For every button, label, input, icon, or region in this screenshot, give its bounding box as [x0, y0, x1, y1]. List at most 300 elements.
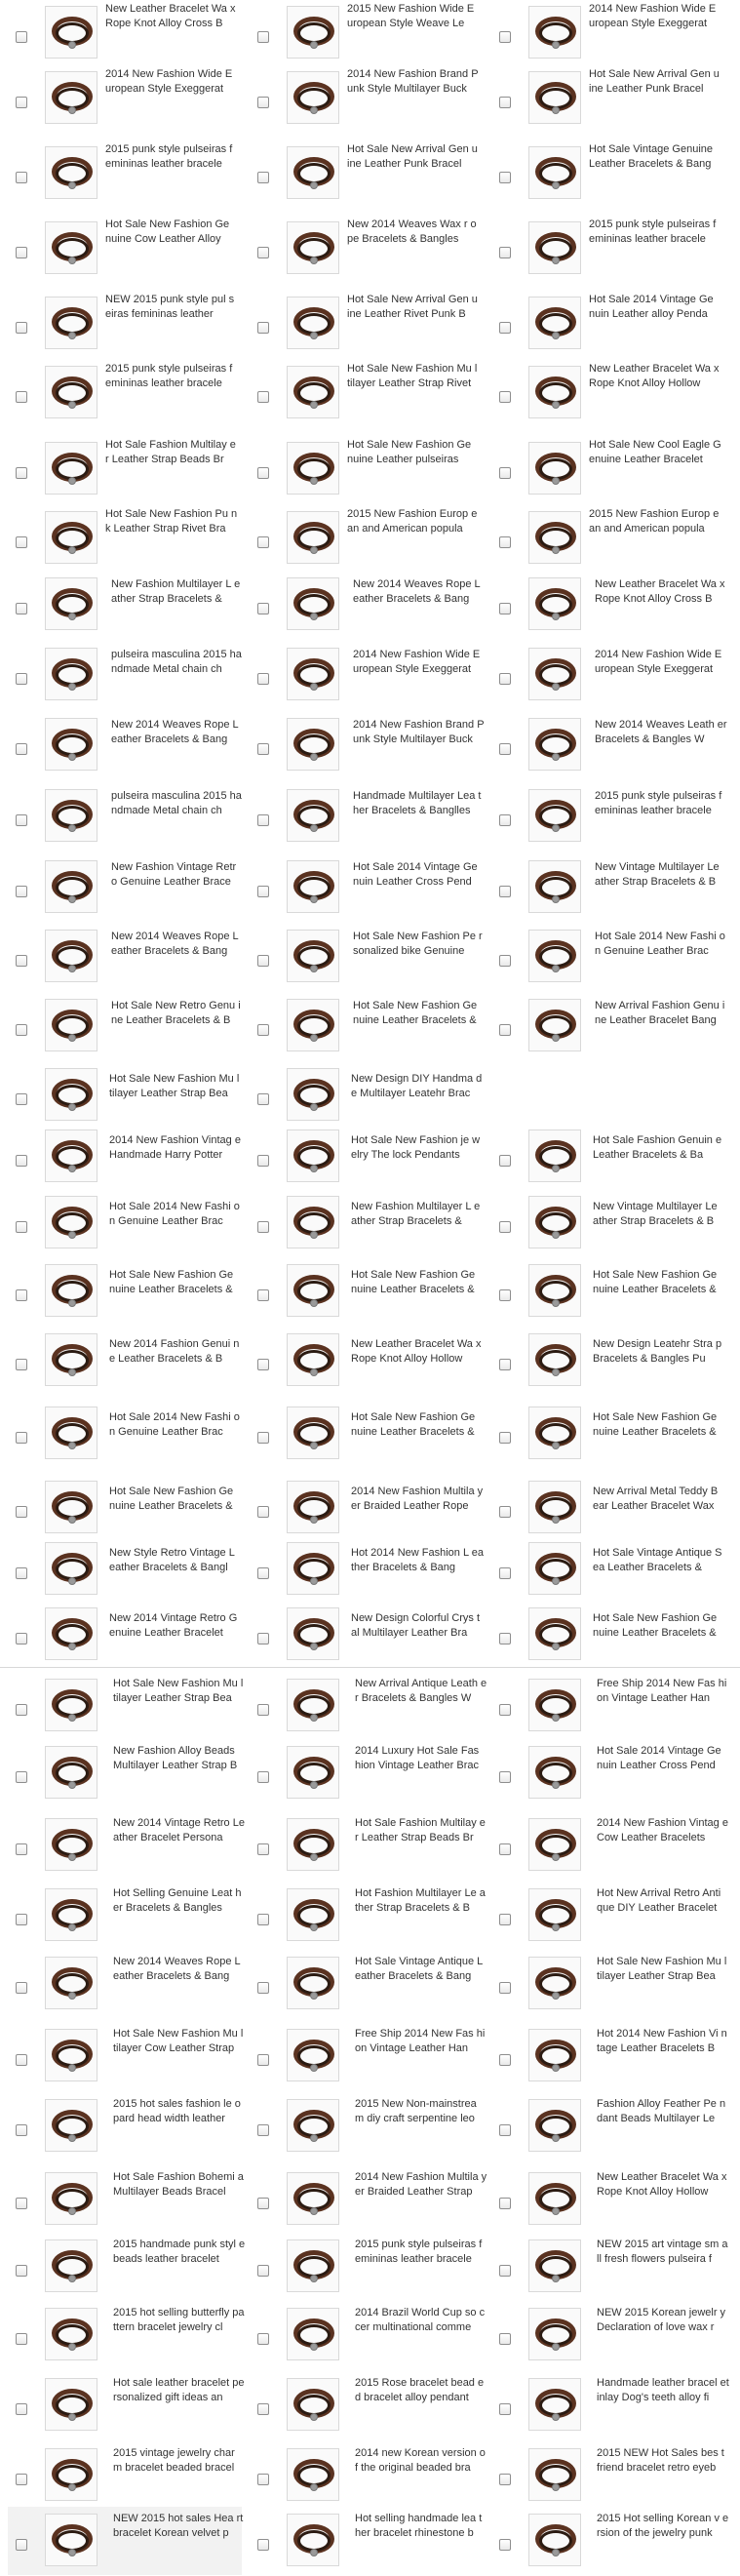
product-item[interactable]	[8, 2302, 245, 2372]
bracelet-thumbnail-icon[interactable]	[287, 1888, 339, 1941]
select-checkbox[interactable]	[499, 1155, 511, 1167]
product-item[interactable]	[491, 1740, 725, 1812]
product-item[interactable]	[491, 65, 725, 140]
product-title[interactable]: New Vintage Multilayer Le ather Strap Bracelets & B	[593, 1201, 718, 1227]
product-title[interactable]: Hot Sale New Retro Genu ine Leather Bracelets & B	[111, 1000, 241, 1026]
product-item[interactable]	[491, 854, 725, 924]
product-title[interactable]: 2015 NEW Hot Sales bes t friend bracelet retro eyeb	[597, 2447, 724, 2474]
product-title[interactable]: Hot Sale Vintage Antique Leather Bracelets & Bang	[355, 1956, 484, 1982]
product-title[interactable]: Hot Sale New Fashion Pe rsonalized bike Genuine	[353, 931, 483, 957]
product-title[interactable]: New Vintage Multilayer Le ather Strap Bracelets & B	[595, 861, 720, 888]
product-item[interactable]	[250, 2093, 484, 2166]
select-checkbox[interactable]	[257, 886, 269, 897]
product-title[interactable]: 2015 punk style pulseiras femininas leather bracele	[105, 143, 233, 170]
select-checkbox[interactable]	[499, 2333, 511, 2345]
product-title[interactable]: Hot Sale 2014 Vintage Ge nuin Leather Cross Pend	[597, 1745, 721, 1771]
bracelet-thumbnail-icon[interactable]	[287, 1679, 339, 1731]
product-title[interactable]: pulseira masculina 2015 handmade Metal chain ch	[111, 790, 242, 816]
select-checkbox[interactable]	[257, 2124, 269, 2136]
select-checkbox[interactable]	[499, 955, 511, 967]
bracelet-thumbnail-icon[interactable]	[45, 511, 97, 564]
product-item[interactable]	[8, 783, 242, 854]
bracelet-thumbnail-icon[interactable]	[287, 1818, 339, 1871]
select-checkbox[interactable]	[257, 955, 269, 967]
bracelet-thumbnail-icon[interactable]	[528, 2514, 581, 2566]
bracelet-thumbnail-icon[interactable]	[287, 860, 339, 913]
product-item[interactable]	[8, 2093, 242, 2166]
product-title[interactable]: Hot Sale Fashion Genuin e Leather Bracelets & Ba	[593, 1134, 722, 1161]
bracelet-thumbnail-icon[interactable]	[528, 6, 581, 59]
bracelet-thumbnail-icon[interactable]	[287, 648, 339, 700]
product-item[interactable]	[250, 360, 484, 436]
product-title[interactable]: Hot Sale New Fashion Ge nuine Leather Bracelets &	[351, 1411, 476, 1438]
product-item[interactable]	[250, 2023, 484, 2093]
product-item[interactable]	[491, 1951, 725, 2023]
select-checkbox[interactable]	[499, 2474, 511, 2485]
select-checkbox[interactable]	[257, 743, 269, 755]
product-item[interactable]	[8, 291, 242, 360]
product-item[interactable]	[8, 1328, 242, 1401]
bracelet-thumbnail-icon[interactable]	[528, 71, 581, 124]
select-checkbox[interactable]	[257, 1567, 269, 1579]
bracelet-thumbnail-icon[interactable]	[45, 648, 97, 700]
select-checkbox[interactable]	[257, 1771, 269, 1783]
bracelet-thumbnail-icon[interactable]	[45, 1481, 97, 1533]
product-item[interactable]	[8, 65, 242, 140]
product-title[interactable]: pulseira masculina 2015 handmade Metal chain ch	[111, 649, 242, 675]
product-title[interactable]: 2014 new Korean version of the original beaded bra	[355, 2447, 486, 2474]
product-item[interactable]	[491, 2093, 725, 2166]
bracelet-thumbnail-icon[interactable]	[287, 1607, 339, 1660]
bracelet-thumbnail-icon[interactable]	[45, 1679, 97, 1731]
select-checkbox[interactable]	[16, 2054, 27, 2066]
bracelet-thumbnail-icon[interactable]	[45, 366, 97, 418]
select-checkbox[interactable]	[257, 1155, 269, 1167]
product-title[interactable]: 2015 punk style pulseiras femininas leather bracele	[589, 218, 717, 245]
product-title[interactable]: Free Ship 2014 New Fas hion Vintage Leather Han	[597, 1678, 727, 1704]
bracelet-thumbnail-icon[interactable]	[528, 1264, 581, 1317]
bracelet-thumbnail-icon[interactable]	[45, 930, 97, 982]
product-title[interactable]: New 2014 Weaves Rope Leather Bracelets & Bang	[113, 1956, 241, 1982]
product-title[interactable]: 2015 handmade punk styl e beads leather bracelet	[113, 2239, 246, 2265]
select-checkbox[interactable]	[499, 1567, 511, 1579]
select-checkbox[interactable]	[16, 2198, 27, 2209]
product-item[interactable]	[250, 1740, 484, 1812]
bracelet-thumbnail-icon[interactable]	[287, 999, 339, 1051]
bracelet-thumbnail-icon[interactable]	[287, 1481, 339, 1533]
bracelet-thumbnail-icon[interactable]	[287, 2172, 339, 2225]
select-checkbox[interactable]	[16, 172, 27, 183]
bracelet-thumbnail-icon[interactable]	[287, 442, 339, 495]
bracelet-thumbnail-icon[interactable]	[45, 1746, 97, 1799]
bracelet-thumbnail-icon[interactable]	[45, 577, 97, 630]
product-item[interactable]	[250, 2372, 484, 2442]
product-item[interactable]	[250, 65, 484, 140]
select-checkbox[interactable]	[257, 2333, 269, 2345]
product-title[interactable]: 2014 New Fashion Vintag e Cow Leather Bracelets	[597, 1817, 728, 1843]
bracelet-thumbnail-icon[interactable]	[45, 718, 97, 771]
product-item[interactable]	[250, 1124, 484, 1190]
select-checkbox[interactable]	[499, 172, 511, 183]
select-checkbox[interactable]	[16, 1506, 27, 1518]
product-title[interactable]: NEW 2015 punk style pul seiras femininas leather	[105, 294, 235, 320]
bracelet-thumbnail-icon[interactable]	[287, 2029, 339, 2081]
product-title[interactable]: Hot Sale 2014 New Fashi on Genuine Leather Brac	[595, 931, 725, 957]
product-title[interactable]: Hot 2014 New Fashion L eather Bracelets & Bang	[351, 1547, 484, 1573]
product-title[interactable]: 2015 New Fashion Europ ean and American popula	[347, 508, 478, 535]
select-checkbox[interactable]	[257, 1289, 269, 1301]
select-checkbox[interactable]	[257, 1704, 269, 1716]
select-checkbox[interactable]	[499, 814, 511, 826]
product-title[interactable]: NEW 2015 hot sales Hea rt bracelet Korean velvet p	[113, 2513, 244, 2539]
select-checkbox[interactable]	[257, 2198, 269, 2209]
product-item[interactable]	[491, 993, 725, 1062]
bracelet-thumbnail-icon[interactable]	[287, 577, 339, 630]
product-title[interactable]: Free Ship 2014 New Fas hion Vintage Leather Han	[355, 2028, 486, 2054]
product-item[interactable]	[250, 642, 484, 712]
select-checkbox[interactable]	[499, 1982, 511, 1994]
product-title[interactable]: 2014 New Fashion Wide European Style Exeggerat	[589, 3, 717, 29]
bracelet-thumbnail-icon[interactable]	[528, 1542, 581, 1595]
select-checkbox[interactable]	[16, 391, 27, 403]
select-checkbox[interactable]	[257, 1843, 269, 1855]
bracelet-thumbnail-icon[interactable]	[287, 2448, 339, 2501]
bracelet-thumbnail-icon[interactable]	[528, 2099, 581, 2152]
bracelet-thumbnail-icon[interactable]	[528, 1407, 581, 1459]
product-title[interactable]: Hot Sale New Fashion Ge nuine Leather Bracelets &	[351, 1269, 476, 1295]
product-title[interactable]: New 2014 Vintage Retro Genuine Leather Bracelet	[109, 1612, 238, 1639]
product-item[interactable]	[250, 436, 484, 505]
select-checkbox[interactable]	[257, 2539, 269, 2551]
product-title[interactable]: Hot Sale New Fashion Ge nuine Leather Bracelets &	[593, 1269, 718, 1295]
select-checkbox[interactable]	[16, 2265, 27, 2277]
product-item[interactable]	[8, 2508, 242, 2576]
product-title[interactable]: New Arrival Fashion Genu ine Leather Bracelet Bang	[595, 1000, 725, 1026]
bracelet-thumbnail-icon[interactable]	[45, 146, 97, 199]
product-item[interactable]	[250, 1536, 484, 1602]
select-checkbox[interactable]	[16, 97, 27, 108]
select-checkbox[interactable]	[16, 1704, 27, 1716]
product-item[interactable]	[8, 1258, 242, 1328]
product-item[interactable]	[491, 0, 725, 65]
bracelet-thumbnail-icon[interactable]	[528, 1888, 581, 1941]
bracelet-thumbnail-icon[interactable]	[45, 1407, 97, 1459]
select-checkbox[interactable]	[257, 814, 269, 826]
bracelet-thumbnail-icon[interactable]	[45, 2514, 97, 2566]
product-item[interactable]	[491, 2442, 725, 2508]
bracelet-thumbnail-icon[interactable]	[287, 1957, 339, 2009]
product-title[interactable]: 2014 Brazil World Cup so ccer multinational comme	[355, 2307, 486, 2333]
product-item[interactable]	[250, 1673, 487, 1740]
product-item[interactable]	[491, 712, 725, 783]
product-title[interactable]: Hot Sale New Fashion Pu nk Leather Strap Rivet Bra	[105, 508, 238, 535]
product-title[interactable]: Handmade Multilayer Lea ther Bracelets & Banglles	[353, 790, 482, 816]
product-item[interactable]	[491, 2166, 725, 2234]
bracelet-thumbnail-icon[interactable]	[45, 297, 97, 349]
product-title[interactable]: Hot Selling Genuine Leat her Bracelets & Bangles	[113, 1887, 242, 1914]
select-checkbox[interactable]	[499, 673, 511, 685]
product-title[interactable]: New Fashion Vintage Retr o Genuine Leather Brace	[111, 861, 237, 888]
select-checkbox[interactable]	[16, 886, 27, 897]
product-title[interactable]: New 2014 Fashion Genui ne Leather Bracelets & B	[109, 1338, 240, 1365]
product-title[interactable]: Hot Sale 2014 Vintage Ge nuin Leather alloy Penda	[589, 294, 714, 320]
bracelet-thumbnail-icon[interactable]	[287, 1333, 339, 1386]
product-title[interactable]: 2014 New Fashion Wide European Style Exeggerat	[595, 649, 722, 675]
bracelet-thumbnail-icon[interactable]	[45, 2239, 97, 2292]
select-checkbox[interactable]	[16, 1633, 27, 1645]
bracelet-thumbnail-icon[interactable]	[528, 1957, 581, 2009]
product-item[interactable]	[8, 572, 242, 642]
select-checkbox[interactable]	[499, 743, 511, 755]
bracelet-thumbnail-icon[interactable]	[45, 6, 97, 59]
product-title[interactable]: New Leather Bracelet Wa x Rope Knot Alloy Hollow	[351, 1338, 482, 1365]
product-item[interactable]	[8, 2023, 242, 2093]
product-item[interactable]	[250, 993, 484, 1062]
product-item[interactable]	[250, 572, 484, 642]
product-title[interactable]: 2014 New Fashion Wide European Style Exeggerat	[353, 649, 481, 675]
bracelet-thumbnail-icon[interactable]	[45, 1888, 97, 1941]
select-checkbox[interactable]	[16, 536, 27, 548]
product-item[interactable]	[250, 2166, 487, 2234]
product-title[interactable]: Hot Sale New Fashion Ge nuine Leather pulseiras	[347, 439, 472, 465]
select-checkbox[interactable]	[16, 247, 27, 258]
select-checkbox[interactable]	[499, 1432, 511, 1444]
select-checkbox[interactable]	[16, 1843, 27, 1855]
bracelet-thumbnail-icon[interactable]	[45, 2448, 97, 2501]
select-checkbox[interactable]	[16, 1567, 27, 1579]
bracelet-thumbnail-icon[interactable]	[45, 1333, 97, 1386]
product-title[interactable]: New Style Retro Vintage L eather Bracelets & Bangl	[109, 1547, 235, 1573]
bracelet-thumbnail-icon[interactable]	[45, 999, 97, 1051]
bracelet-thumbnail-icon[interactable]	[45, 1607, 97, 1660]
bracelet-thumbnail-icon[interactable]	[45, 2029, 97, 2081]
select-checkbox[interactable]	[16, 1155, 27, 1167]
bracelet-thumbnail-icon[interactable]	[287, 1068, 339, 1121]
product-title[interactable]: New Leather Bracelet Wa x Rope Knot Alloy Hollow	[589, 363, 720, 389]
bracelet-thumbnail-icon[interactable]	[45, 2172, 97, 2225]
product-item[interactable]	[8, 1401, 242, 1475]
select-checkbox[interactable]	[257, 2403, 269, 2415]
product-title[interactable]: Hot Sale Vintage Antique Sea Leather Bracelets &	[593, 1547, 722, 1573]
product-item[interactable]	[8, 2442, 242, 2508]
product-title[interactable]: Hot Sale New Fashion Ge nuine Leather Bracelets &	[593, 1411, 718, 1438]
select-checkbox[interactable]	[499, 97, 511, 108]
product-title[interactable]: New Design Colorful Crys tal Multilayer Leather Bra	[351, 1612, 481, 1639]
product-title[interactable]: New Arrival Antique Leath er Bracelets & Bangles W	[355, 1678, 487, 1704]
product-item[interactable]	[8, 436, 242, 505]
product-title[interactable]: 2015 hot selling butterfly pattern bracelet jewelry cl	[113, 2307, 245, 2333]
product-item[interactable]	[491, 2372, 729, 2442]
product-title[interactable]: Hot 2014 New Fashion Vi ntage Leather Bracelets B	[597, 2028, 727, 2054]
bracelet-thumbnail-icon[interactable]	[287, 789, 339, 842]
bracelet-thumbnail-icon[interactable]	[528, 146, 581, 199]
product-item[interactable]	[491, 924, 725, 993]
product-item[interactable]	[8, 1062, 242, 1124]
bracelet-thumbnail-icon[interactable]	[528, 1818, 581, 1871]
bracelet-thumbnail-icon[interactable]	[287, 1196, 339, 1248]
product-title[interactable]: Hot Sale Fashion Bohemi a Multilayer Beads Bracel	[113, 2171, 244, 2198]
product-title[interactable]: Hot Sale Fashion Multilay er Leather Strap Beads Br	[105, 439, 236, 465]
select-checkbox[interactable]	[16, 673, 27, 685]
product-title[interactable]: Hot Sale 2014 New Fashi on Genuine Leather Brac	[109, 1411, 240, 1438]
select-checkbox[interactable]	[257, 1982, 269, 1994]
product-title[interactable]: Hot Sale New Fashion Ge nuine Leather Bracelets &	[109, 1269, 234, 1295]
product-title[interactable]: Hot Fashion Multilayer Le ather Strap Bracelets & B	[355, 1887, 486, 1914]
select-checkbox[interactable]	[257, 1506, 269, 1518]
product-item[interactable]	[250, 924, 484, 993]
bracelet-thumbnail-icon[interactable]	[45, 2099, 97, 2152]
select-checkbox[interactable]	[499, 322, 511, 334]
product-title[interactable]: Hot Sale New Fashion Ge nuine Leather Bracelets &	[109, 1486, 234, 1512]
product-item[interactable]	[8, 1740, 242, 1812]
product-item[interactable]	[491, 1673, 725, 1740]
bracelet-thumbnail-icon[interactable]	[287, 1542, 339, 1595]
select-checkbox[interactable]	[257, 2054, 269, 2066]
bracelet-thumbnail-icon[interactable]	[528, 297, 581, 349]
bracelet-thumbnail-icon[interactable]	[45, 2308, 97, 2360]
select-checkbox[interactable]	[499, 886, 511, 897]
product-title[interactable]: 2014 New Fashion Vintag e Handmade Harry Potter	[109, 1134, 241, 1161]
product-item[interactable]	[491, 2302, 725, 2372]
product-title[interactable]: New Arrival Metal Teddy B ear Leather Bracelet Wax	[593, 1486, 719, 1512]
bracelet-thumbnail-icon[interactable]	[287, 2378, 339, 2431]
product-item[interactable]	[491, 216, 725, 291]
bracelet-thumbnail-icon[interactable]	[528, 511, 581, 564]
select-checkbox[interactable]	[16, 2403, 27, 2415]
bracelet-thumbnail-icon[interactable]	[528, 1607, 581, 1660]
product-title[interactable]: Hot Sale New Fashion je welry The lock Pendants	[351, 1134, 481, 1161]
product-title[interactable]: New Design Leatehr Stra p Bracelets & Bangles Pu	[593, 1338, 722, 1365]
product-item[interactable]	[250, 140, 484, 216]
product-item[interactable]	[491, 1190, 725, 1258]
product-title[interactable]: 2015 punk style pulseiras femininas leather bracele	[105, 363, 233, 389]
product-item[interactable]	[491, 1124, 725, 1190]
product-item[interactable]	[8, 1673, 242, 1740]
product-item[interactable]	[8, 712, 242, 783]
bracelet-thumbnail-icon[interactable]	[45, 1818, 97, 1871]
bracelet-thumbnail-icon[interactable]	[45, 1068, 97, 1121]
bracelet-thumbnail-icon[interactable]	[528, 2378, 581, 2431]
product-title[interactable]: Hot sale leather bracelet personalized gift ideas an	[113, 2377, 245, 2403]
product-item[interactable]	[250, 1328, 484, 1401]
bracelet-thumbnail-icon[interactable]	[287, 71, 339, 124]
product-title[interactable]: New Leather Bracelet Wa x Rope Knot Alloy Hollow	[597, 2171, 727, 2198]
bracelet-thumbnail-icon[interactable]	[528, 860, 581, 913]
bracelet-thumbnail-icon[interactable]	[45, 1264, 97, 1317]
product-title[interactable]: Hot Sale Fashion Multilay er Leather Strap Beads Br	[355, 1817, 486, 1843]
product-item[interactable]	[491, 1401, 725, 1475]
bracelet-thumbnail-icon[interactable]	[528, 718, 581, 771]
product-item[interactable]	[250, 1475, 484, 1536]
select-checkbox[interactable]	[499, 2124, 511, 2136]
bracelet-thumbnail-icon[interactable]	[287, 511, 339, 564]
select-checkbox[interactable]	[257, 1633, 269, 1645]
select-checkbox[interactable]	[16, 1432, 27, 1444]
product-item[interactable]	[491, 436, 725, 505]
select-checkbox[interactable]	[257, 1024, 269, 1036]
bracelet-thumbnail-icon[interactable]	[287, 718, 339, 771]
bracelet-thumbnail-icon[interactable]	[45, 1196, 97, 1248]
product-title[interactable]: Hot Sale New Fashion Mu ltilayer Leather Strap Bea	[113, 1678, 244, 1704]
product-title[interactable]: 2014 New Fashion Brand Punk Style Multilayer Buck	[347, 68, 479, 95]
product-title[interactable]: 2014 New Fashion Multila yer Braided Leather Rope	[351, 1486, 484, 1512]
product-title[interactable]: 2015 New Fashion Europ ean and American popula	[589, 508, 720, 535]
product-item[interactable]	[491, 1536, 725, 1602]
select-checkbox[interactable]	[499, 2265, 511, 2277]
select-checkbox[interactable]	[499, 1506, 511, 1518]
product-title[interactable]: New Fashion Multilayer L eather Strap Bracelets &	[351, 1201, 481, 1227]
select-checkbox[interactable]	[16, 603, 27, 614]
bracelet-thumbnail-icon[interactable]	[528, 366, 581, 418]
product-title[interactable]: Hot Sale New Fashion Mu ltilayer Leather Strap Bea	[597, 1956, 727, 1982]
product-title[interactable]: Handmade leather bracel et inlay Dog's teeth alloy fi	[597, 2377, 729, 2403]
select-checkbox[interactable]	[16, 1982, 27, 1994]
select-checkbox[interactable]	[499, 2539, 511, 2551]
product-title[interactable]: 2015 New Non-mainstrea m diy craft serpentine leo	[355, 2098, 477, 2124]
product-item[interactable]	[491, 572, 725, 642]
select-checkbox[interactable]	[16, 31, 27, 43]
select-checkbox[interactable]	[16, 1914, 27, 1925]
select-checkbox[interactable]	[257, 172, 269, 183]
select-checkbox[interactable]	[499, 467, 511, 479]
product-title[interactable]: New 2014 Weaves Rope Leather Bracelets & Bang	[111, 719, 239, 745]
bracelet-thumbnail-icon[interactable]	[45, 2378, 97, 2431]
bracelet-thumbnail-icon[interactable]	[287, 366, 339, 418]
bracelet-thumbnail-icon[interactable]	[287, 2239, 339, 2292]
product-title[interactable]: NEW 2015 art vintage sm all fresh flowers pulseira f	[597, 2239, 728, 2265]
select-checkbox[interactable]	[16, 2539, 27, 2551]
product-item[interactable]	[491, 1258, 725, 1328]
select-checkbox[interactable]	[499, 2403, 511, 2415]
select-checkbox[interactable]	[499, 1843, 511, 1855]
bracelet-thumbnail-icon[interactable]	[45, 860, 97, 913]
product-item[interactable]	[250, 1190, 484, 1258]
product-item[interactable]	[250, 1062, 484, 1124]
product-item[interactable]	[491, 1328, 725, 1401]
bracelet-thumbnail-icon[interactable]	[528, 1196, 581, 1248]
product-item[interactable]	[250, 2302, 484, 2372]
product-title[interactable]: Fashion Alloy Feather Pe ndant Beads Multilayer Le	[597, 2098, 726, 2124]
product-item[interactable]	[491, 642, 725, 712]
select-checkbox[interactable]	[16, 467, 27, 479]
select-checkbox[interactable]	[499, 391, 511, 403]
product-title[interactable]: 2014 New Fashion Brand Punk Style Multilayer Buck	[353, 719, 485, 745]
product-title[interactable]: New Leather Bracelet Wa x Rope Knot Alloy Cross B	[595, 578, 725, 605]
bracelet-thumbnail-icon[interactable]	[287, 1746, 339, 1799]
product-item[interactable]	[250, 2508, 484, 2576]
product-title[interactable]: Hot Sale New Fashion Mu ltilayer Leather Strap Bea	[109, 1073, 240, 1099]
product-item[interactable]	[8, 1536, 242, 1602]
select-checkbox[interactable]	[499, 1289, 511, 1301]
product-title[interactable]: 2015 hot sales fashion le opard head width leather	[113, 2098, 241, 2124]
select-checkbox[interactable]	[499, 1221, 511, 1233]
select-checkbox[interactable]	[257, 2265, 269, 2277]
product-item[interactable]	[491, 783, 725, 854]
bracelet-thumbnail-icon[interactable]	[528, 442, 581, 495]
product-item[interactable]	[8, 1812, 245, 1882]
product-title[interactable]: New 2014 Weaves Leath er Bracelets & Bangles W	[595, 719, 727, 745]
product-item[interactable]	[8, 1124, 242, 1190]
product-item[interactable]	[491, 291, 725, 360]
product-item[interactable]	[8, 642, 242, 712]
select-checkbox[interactable]	[16, 2474, 27, 2485]
bracelet-thumbnail-icon[interactable]	[287, 1264, 339, 1317]
product-title[interactable]: 2015 punk style pulseiras femininas leather bracele	[355, 2239, 483, 2265]
bracelet-thumbnail-icon[interactable]	[528, 1746, 581, 1799]
product-title[interactable]: New Leather Bracelet Wa x Rope Knot Alloy Cross B	[105, 3, 236, 29]
product-item[interactable]	[250, 1602, 484, 1673]
product-item[interactable]	[250, 505, 484, 572]
